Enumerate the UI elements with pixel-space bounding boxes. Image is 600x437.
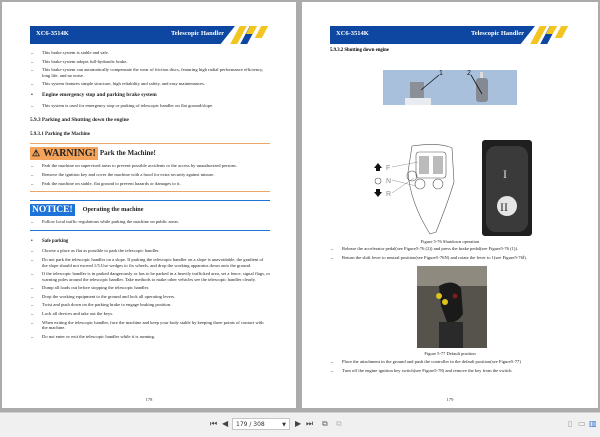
callout-2: 2 [467,70,471,77]
warning-box [30,143,270,192]
continuous-page-icon[interactable]: ▭ [578,419,586,428]
joystick-figure [417,266,487,348]
switch-label-2: II [500,200,508,214]
list-item: – Do not enter or exit the telescopic handler while it is running. [30,334,270,340]
page-body [330,359,570,376]
ignition-switch-figure [482,140,532,236]
list-item: – Lock all devices and take out the keys. [30,311,270,317]
section-heading: 5.9.3 Parking and Shutting down the engine [30,117,129,124]
warning-subtitle: Park the Machine! [99,149,156,158]
svg-text:R: R [386,191,392,198]
model-label: XC6-3514K [36,30,69,37]
page-header [330,26,566,44]
logo-stripe [255,26,268,38]
list-item: – This brake system is stable and safe. [30,50,270,56]
logo-stripe [555,26,568,38]
list-item: – Place the attachment in the ground and push the controller in the default position(see Figure5-77) [330,359,570,365]
callout-1: 1 [439,70,443,77]
svg-text:N: N [386,178,392,185]
svg-text:F: F [386,165,391,172]
list-item: – This system features simple structure, high reliability and safety, and easy maintenances. [30,81,270,87]
go-back-icon[interactable]: ⧉ [322,419,328,428]
page-header [30,26,266,44]
list-item: – Do not park the telescopic handler on a slope. If parking the telescopic handler on a slope is unavoidable, the gradient of the slope should not exceed 1/5.Use wedges to fix wheels, and drop the working apparatus down onto the ground. [30,257,270,268]
single-page-icon[interactable]: ▯ [568,419,573,428]
figure-caption: Figure 5-76 Shutdown operation [420,239,480,244]
switch-label-1: I [503,167,507,181]
list-item: – Drop the working equipment to the ground and lock all operating levers. [30,294,270,300]
notice-subtitle: Operating the machine [82,206,144,214]
chevron-down-icon[interactable]: ▼ [282,422,286,428]
page-body [30,50,270,342]
list-item: – Twist and push down on the parking brake to engage braking position. [30,302,270,308]
warning-label: ⚠ WARNING! [32,148,96,160]
prev-page-icon[interactable]: ◀ [222,419,229,428]
bullet-heading: • Engine emergency stop and parking brake system [30,93,270,99]
header-title: Telescopic Handler [170,30,224,37]
warning-triangle-icon: ⚠ [32,148,41,159]
pedals-figure [383,70,517,105]
notice-box [30,200,270,231]
subsection-heading: 5.9.3.2 Shutting down engine [330,48,389,53]
logo-stripe [546,26,557,34]
go-forward-icon[interactable]: ⧉ [336,419,342,428]
list-item: – This brake system can automatically compensate the wear of friction discs, featuring high radial performance efficiency, long life, and no noise. [30,67,270,78]
bullet-heading: • Safe parking [30,239,270,245]
list-item: – If the telescopic handler is in parked dangerously or has to be parked in a heavily trafficked area, set a fence, signal flags, or warning poles around the telescopic handler. Take methods to make other vehicles see the telescopic handler clearly. [30,271,270,282]
subsection-heading: 5.9.3.1 Parking the Machine [30,131,90,137]
page-display: 179 / 308 [236,421,265,428]
list-item: – Dump all loads out before stopping the telescopic handler. [30,285,270,291]
list-item: – Choose a place as flat as possible to park the telescopic handler. [30,248,270,254]
list-item: – Turn off the engine ignition key switch(see Figure5-78) and remove the key from the switch. [330,368,570,374]
shift-lever-figure [370,142,460,238]
list-item: – Park the machine on supervised areas to prevent possible accidents or the access by unauthorized persons. [30,163,270,169]
page-number-input[interactable] [232,418,290,430]
page-179 [302,2,598,408]
model-label: XC6-3514K [336,30,369,37]
header-title: Telescopic Handler [470,30,524,37]
page-number: 178 [145,397,153,402]
two-page-icon[interactable]: ▥ [589,419,597,428]
page-body [330,246,570,263]
notice-label: NOTICE! [32,205,73,216]
last-page-icon[interactable]: ⏭ [306,419,314,428]
first-page-icon[interactable]: ⏮ [210,419,218,428]
next-page-icon[interactable]: ▶ [295,419,302,428]
list-item: – This brake system adopts full-hydraulic brake. [30,59,270,65]
list-item: – Release the accelerator pedal(see Figure5-76 (2)) and press the brake pedal(see Figure5-76 (1)). [330,246,570,252]
page-number: 179 [446,397,454,402]
list-item: – Return the shift lever to neutral position(see Figure5-76N) and rotate the lever to 1(see Figure5-76Ⅰ). [330,255,570,261]
figure-caption: Figure 5-77 Default position [424,351,476,356]
navigation-toolbar [0,412,600,437]
list-item: – When exiting the telescopic handler, face the machine and keep your body stable by keeping three points of contact with the machine. [30,320,270,331]
list-item: – Follow local traffic regulations while parking the machine on public areas. [30,219,270,225]
page-178 [2,2,296,408]
list-item: – Park the machine on stable, flat ground to prevent hazards or damages to it. [30,181,270,187]
list-item: – Remove the ignition key and cover the machine with a hood for extra security against misuse. [30,172,270,178]
logo-stripe [246,26,257,34]
list-item: – This system is used for emergency stop or parking of telescopic handler on flat ground/slope. [30,103,270,109]
